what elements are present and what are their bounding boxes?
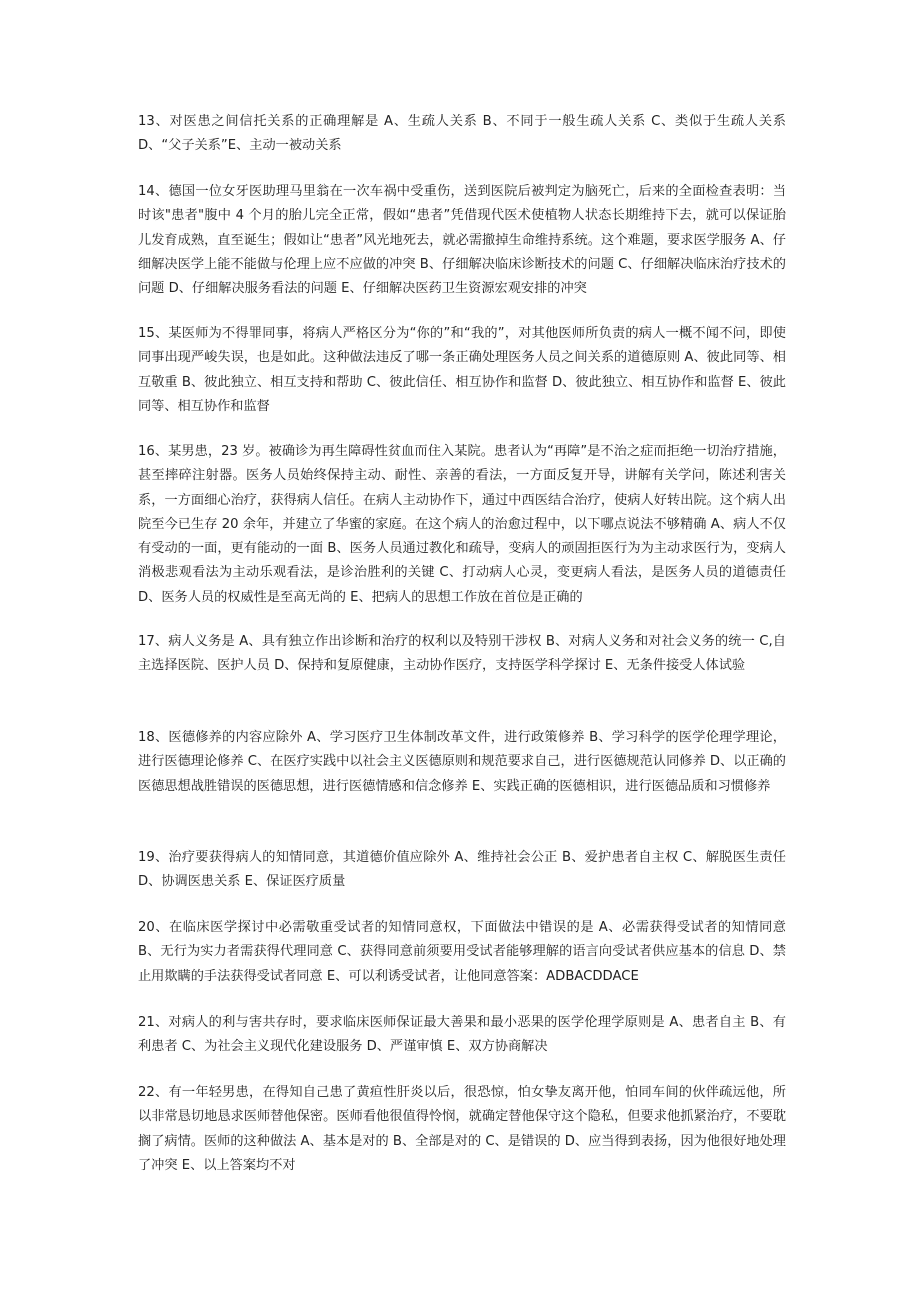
question-15: 15、某医师为不得罪同事，将病人严格区分为“你的”和“我的”，对其他医师所负责的病人一概不闻不问，即使同事出现严峻失误，也是如此。这种做法违反了哪一条正确处理医务人员之间关系的道德原则 A、彼此同等、相互敬重 B、彼此独立、相互支持和帮助 C、彼此信任、相互协作和监督 D、彼此独立、相互协作和监督 E、彼此同等、相互协作和监督 xyxy=(138,326,786,414)
question-21: 21、对病人的利与害共存时，要求临床医师保证最大善果和最小恶果的医学伦理学原则是 A、患者自主 B、有利患者 C、为社会主义现代化建设服务 D、严谨审慎 E、双方协商解决 xyxy=(138,1015,786,1055)
question-14: 14、德国一位女牙医助理马里翁在一次车祸中受重伤，送到医院后被判定为脑死亡，后来的全面检查表明：当时该"患者"腹中 4 个月的胎儿完全正常，假如“患者”凭借现代医术使植物人状态长期维持下去，就可以保证胎儿发育成熟，直至诞生；假如让“患者”风光地死去，就必需撤掉生命维持系统。这个难题，要求医学服务 A、仔细解决医学上能不能做与伦理上应不应做的冲突 B、仔细解决临床诊断技术的问题 C、仔细解决临床治疗技术的问题 D、仔细解决服务看法的问题 E、仔细解决医药卫生资源宏观安排的冲突 xyxy=(138,184,786,297)
question-17: 17、病人义务是 A、具有独立作出诊断和治疗的权利以及特别干涉权 B、对病人义务和对社会义务的统一 C,自主选择医院、医护人员 D、保持和复原健康，主动协作医疗，支持医学科学探讨 E、无条件接受人体试验 xyxy=(138,634,786,674)
question-18: 18、医德修养的内容应除外 A、学习医疗卫生体制改革文件，进行政策修养 B、学习科学的医学伦理学理论，进行医德理论修养 C、在医疗实践中以社会主义医德原则和规范要求自己，进行医德规范认同修养 D、以正确的医德思想战胜错误的医德思想，进行医德情感和信念修养 E、实践正确的医德相识，进行医德品质和习惯修养 xyxy=(138,730,786,794)
question-19: 19、治疗要获得病人的知情同意，其道德价值应除外 A、维持社会公正 B、爱护患者自主权 C、解脱医生责任 D、协调医患关系 E、保证医疗质量 xyxy=(138,850,786,890)
question-16: 16、某男患，23 岁。被确诊为再生障碍性贫血而住入某院。患者认为“再障”是不治之症而拒绝一切治疗措施，甚至摔碎注射器。医务人员始终保持主动、耐性、亲善的看法，一方面反复开导，讲解有关学问，陈述利害关系，一方面细心治疗，获得病人信任。在病人主动协作下，通过中西医结合治疗，使病人好转出院。这个病人出院至今已生存 20 余年，并建立了华蜜的家庭。在这个病人的治愈过程中，以下哪点说法不够精确 A、病人不仅有受动的一面，更有能动的一面 B、医务人员通过教化和疏导，变病人的顽固拒医行为为主动求医行为，变病人消极悲观看法为主动乐观看法，是诊治胜利的关键 C、打动病人心灵，变更病人看法，是医务人员的道德责任 D、医务人员的权威性是至高无尚的 E、把病人的思想工作放在首位是正确的 xyxy=(138,444,786,605)
question-22: 22、有一年轻男患，在得知自己患了黄疸性肝炎以后，很恐惊，怕女挚友离开他，怕同车间的伙伴疏远他，所以非常恳切地恳求医师替他保密。医师看他很值得怜悯，就确定替他保守这个隐私，但要求他抓紧治疗，不要耽搁了病情。医师的这种做法 A、基本是对的 B、全部是对的 C、是错误的 D、应当得到表扬，因为他很好地处理了冲突 E、以上答案均不对 xyxy=(138,1085,786,1173)
question-13: 13、对医患之间信托关系的正确理解是 A、生疏人关系 B、不同于一般生疏人关系 C、类似于生疏人关系 D、“父子关系”E、主动一被动关系 xyxy=(138,114,786,154)
question-20: 20、在临床医学探讨中必需敬重受试者的知情同意权，下面做法中错误的是 A、必需获得受试者的知情同意 B、无行为实力者需获得代理同意 C、获得同意前须要用受试者能够理解的语言向受试者供应基本的信息 D、禁止用欺瞒的手法获得受试者同意 E、可以利诱受试者，让他同意答案：ADBACDDACE xyxy=(138,920,786,984)
